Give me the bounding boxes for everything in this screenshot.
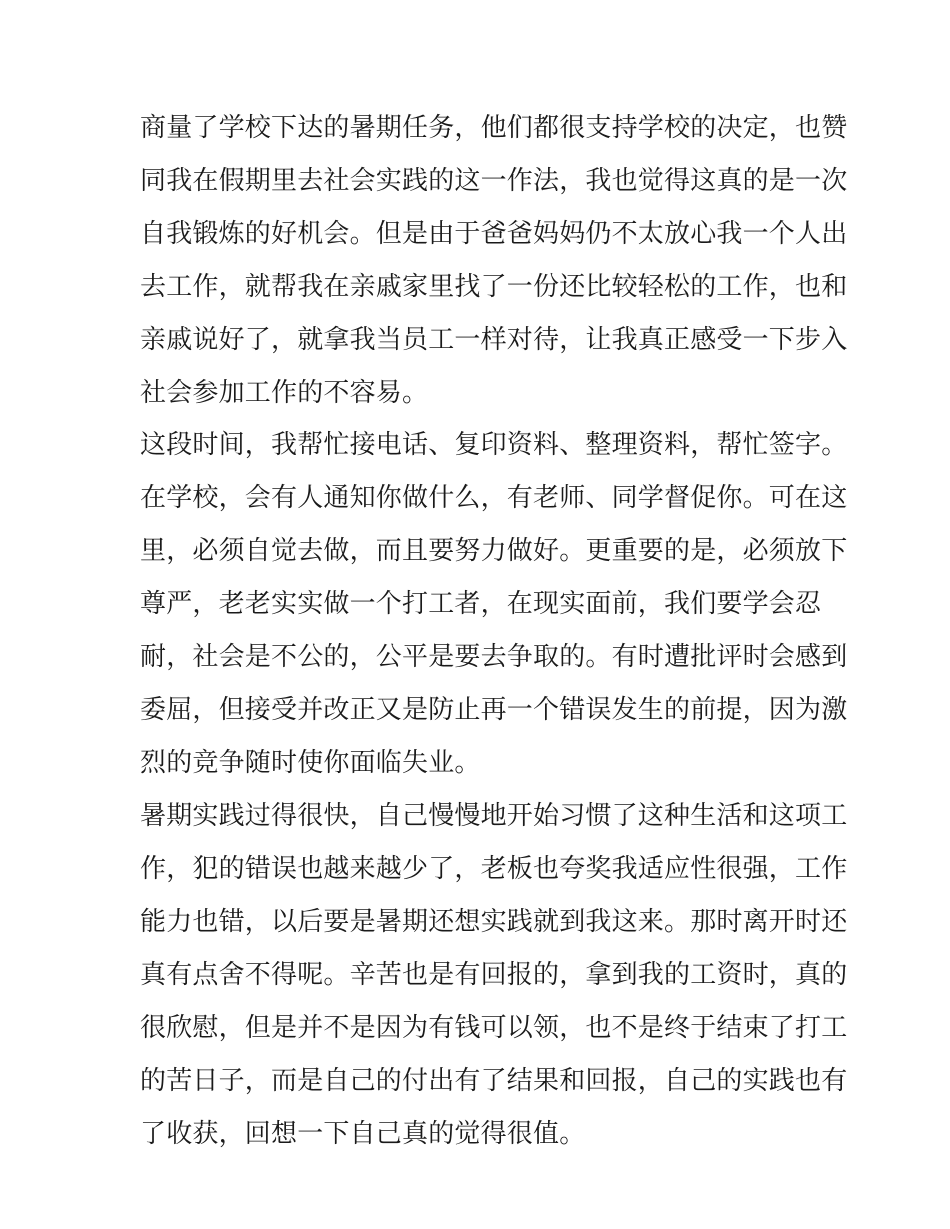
text-line: 亲戚说好了，就拿我当员工一样对待，让我真正感受一下步入 [140, 325, 848, 355]
text-line: 自我锻炼的好机会。但是由于爸爸妈妈仍不太放心我一个人出 [140, 219, 848, 249]
text-line: 同我在假期里去社会实践的这一作法，我也觉得这真的是一次 [140, 166, 848, 196]
text-line: 社会参加工作的不容易。 [140, 378, 429, 408]
text-line: 在学校，会有人通知你做什么，有老师、同学督促你。可在这 [140, 483, 848, 513]
text-line: 这段时间，我帮忙接电话、复印资料、整理资料，帮忙签字。 [140, 430, 848, 460]
text-line: 去工作，就帮我在亲戚家里找了一份还比较轻松的工作，也和 [140, 272, 848, 302]
text-line: 作，犯的错误也越来越少了，老板也夸奖我适应性很强，工作 [140, 854, 848, 884]
text-line: 能力也错，以后要是暑期还想实践就到我这来。那时离开时还 [140, 907, 848, 937]
text-line: 了收获，回想一下自己真的觉得很值。 [140, 1119, 586, 1149]
text-line: 很欣慰，但是并不是因为有钱可以领，也不是终于结束了打工 [140, 1013, 848, 1043]
text-line: 里，必须自觉去做，而且要努力做好。更重要的是，必须放下 [140, 536, 848, 566]
text-line: 烈的竞争随时使你面临失业。 [140, 748, 481, 778]
text-line: 真有点舍不得呢。辛苦也是有回报的，拿到我的工资时，真的 [140, 960, 848, 990]
text-line: 的苦日子，而是自己的付出有了结果和回报，自己的实践也有 [140, 1066, 848, 1096]
text-line: 委屈，但接受并改正又是防止再一个错误发生的前提，因为激 [140, 695, 848, 725]
text-line: 商量了学校下达的暑期任务，他们都很支持学校的决定，也赞 [140, 113, 848, 143]
text-line: 尊严，老老实实做一个打工者，在现实面前，我们要学会忍 [140, 589, 822, 619]
text-line: 暑期实践过得很快，自己慢慢地开始习惯了这种生活和这项工 [140, 801, 848, 831]
text-line: 耐，社会是不公的，公平是要去争取的。有时遭批评时会感到 [140, 642, 848, 672]
